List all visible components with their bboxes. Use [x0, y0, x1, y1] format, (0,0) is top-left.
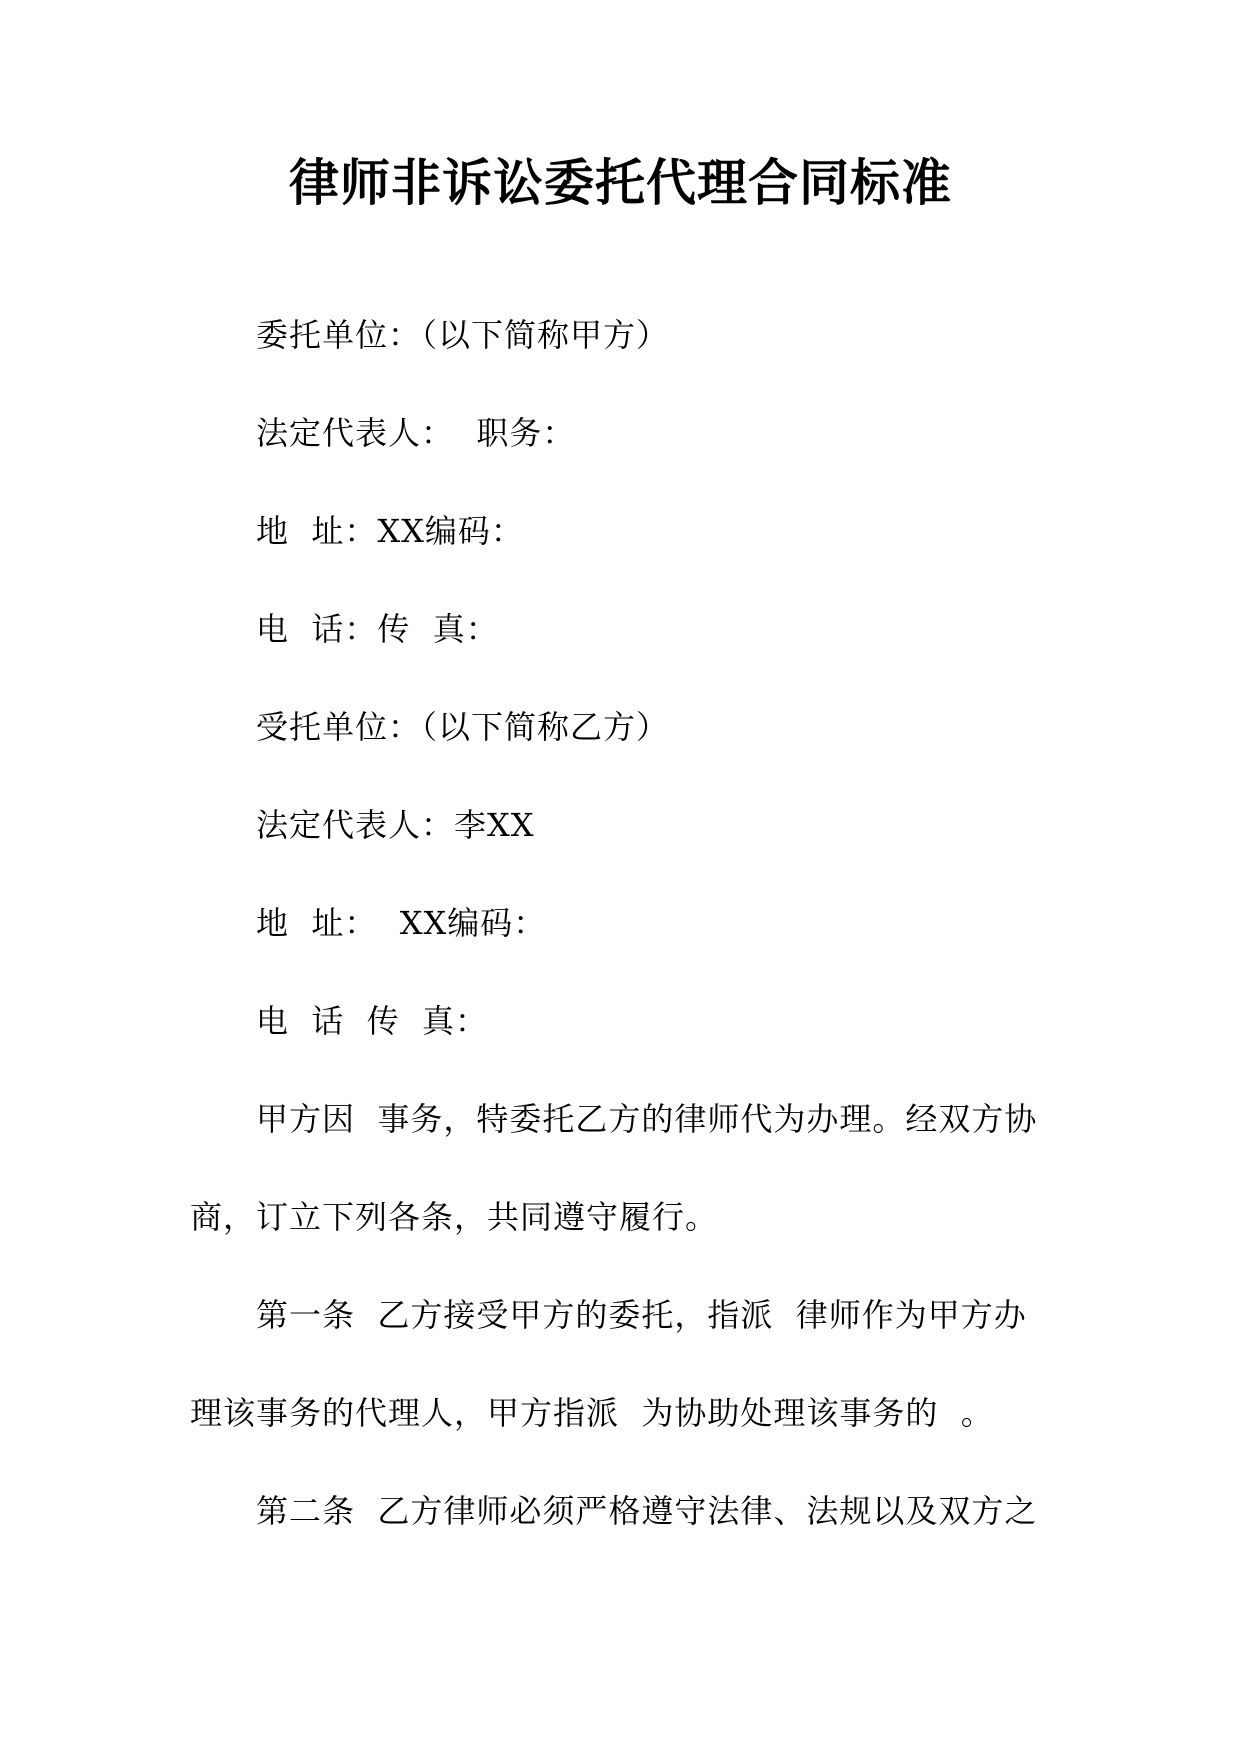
client-legal-rep-line: 法定代表人： 职务： — [256, 414, 576, 452]
agent-phone-line: 电 话 传 真： — [256, 1002, 489, 1040]
agent-legal-rep-line: 法定代表人：李XX — [256, 806, 535, 844]
agent-address-line: 地 址： XX编码： — [256, 904, 547, 942]
article-1-line-1: 第一条 乙方接受甲方的委托，指派 律师作为甲方办 — [256, 1296, 1027, 1334]
client-phone-line: 电 话：传 真： — [256, 610, 499, 648]
preamble-line-2: 商，订立下列各条，共同遵守履行。 — [190, 1198, 719, 1236]
agent-unit-line: 受托单位：（以下简称乙方） — [256, 708, 670, 746]
article-1-line-2: 理该事务的代理人，甲方指派 为协助处理该事务的 。 — [190, 1394, 994, 1432]
preamble-line-1: 甲方因 事务，特委托乙方的律师代为办理。经双方协 — [256, 1100, 1038, 1138]
client-unit-line: 委托单位：（以下简称甲方） — [256, 316, 670, 354]
article-2-line-1: 第二条 乙方律师必须严格遵守法律、法规以及双方之 — [256, 1492, 1038, 1530]
document-title: 律师非诉讼委托代理合同标准 — [289, 154, 952, 212]
client-address-line: 地 址：XX编码： — [256, 512, 524, 550]
